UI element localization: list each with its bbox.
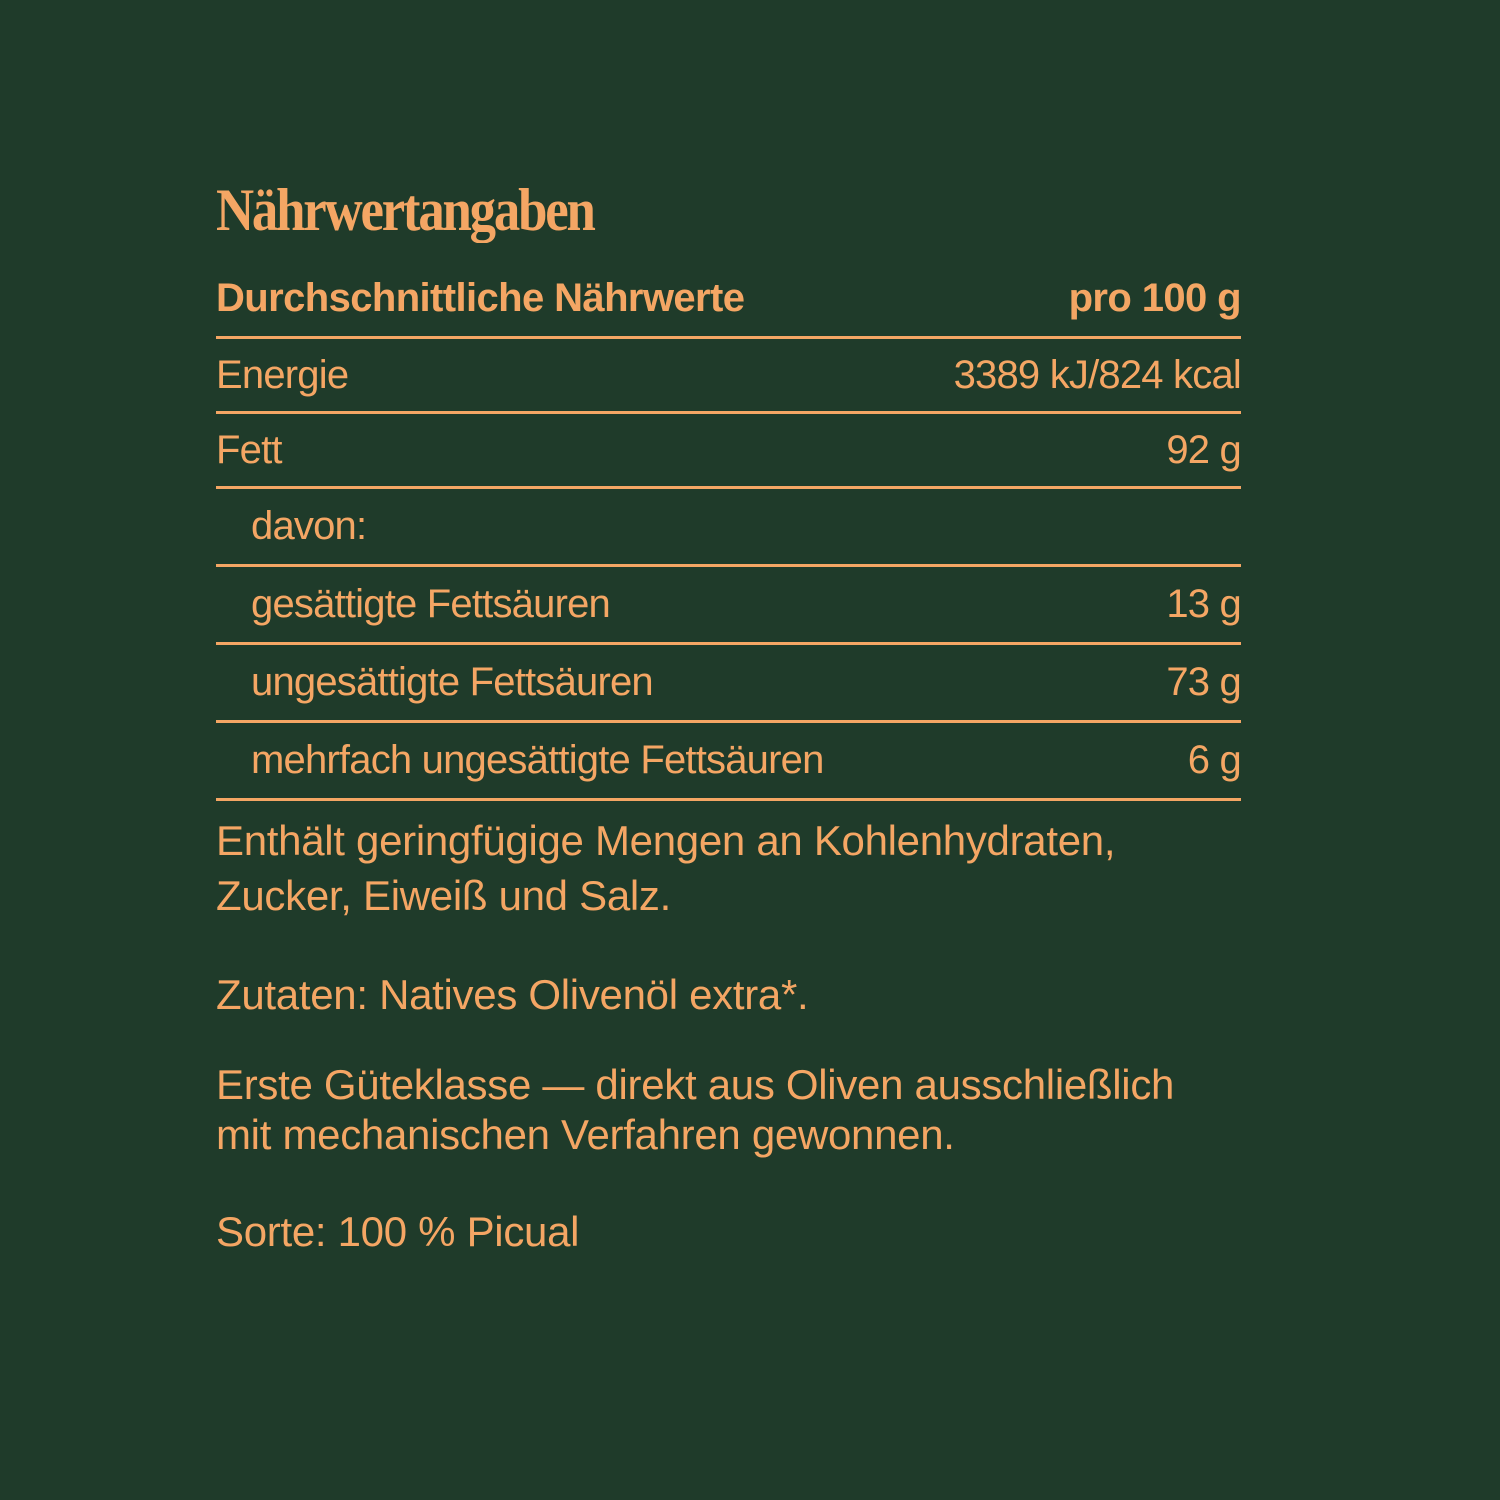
quality-note (216, 1060, 1241, 1160)
quality-line: Erste Güteklasse — direkt aus Oliven ausschließlich (216, 1061, 1175, 1108)
table-row (216, 414, 1241, 489)
traces-note (216, 813, 1241, 923)
traces-line: Zucker, Eiweiß und Salz. (216, 872, 671, 919)
table-row (216, 567, 1241, 645)
table-row (216, 339, 1241, 414)
header-value: pro 100 g (1068, 276, 1241, 320)
row-value: 3389 kJ/824 kcal (953, 353, 1241, 397)
row-value: 73 g (1166, 660, 1241, 704)
row-value: 6 g (1187, 738, 1241, 782)
nutrition-facts (216, 170, 1241, 1259)
page-title: Nährwertangaben (216, 177, 594, 243)
row-label: Fett (216, 428, 282, 472)
header-label: Durchschnittliche Nährwerte (216, 276, 745, 320)
row-label: gesättigte Fettsäuren (251, 582, 610, 626)
row-label: mehrfach ungesättigte Fettsäuren (251, 738, 824, 782)
row-label: Energie (216, 353, 349, 397)
row-value: 92 g (1166, 428, 1241, 472)
row-label: davon: (251, 504, 367, 548)
traces-line: Enthält geringfügige Mengen an Kohlenhydraten, (216, 817, 1116, 864)
table-row (216, 723, 1241, 801)
ingredients-note: Zutaten: Natives Olivenöl extra*. (216, 971, 809, 1018)
variety-note: Sorte: 100 % Picual (216, 1208, 580, 1255)
table-header (216, 260, 1241, 339)
table-row (216, 489, 1241, 567)
table-row (216, 645, 1241, 723)
row-label: ungesättigte Fettsäuren (251, 660, 653, 704)
quality-line: mit mechanischen Verfahren gewonnen. (216, 1111, 955, 1158)
row-value: 13 g (1166, 582, 1241, 626)
